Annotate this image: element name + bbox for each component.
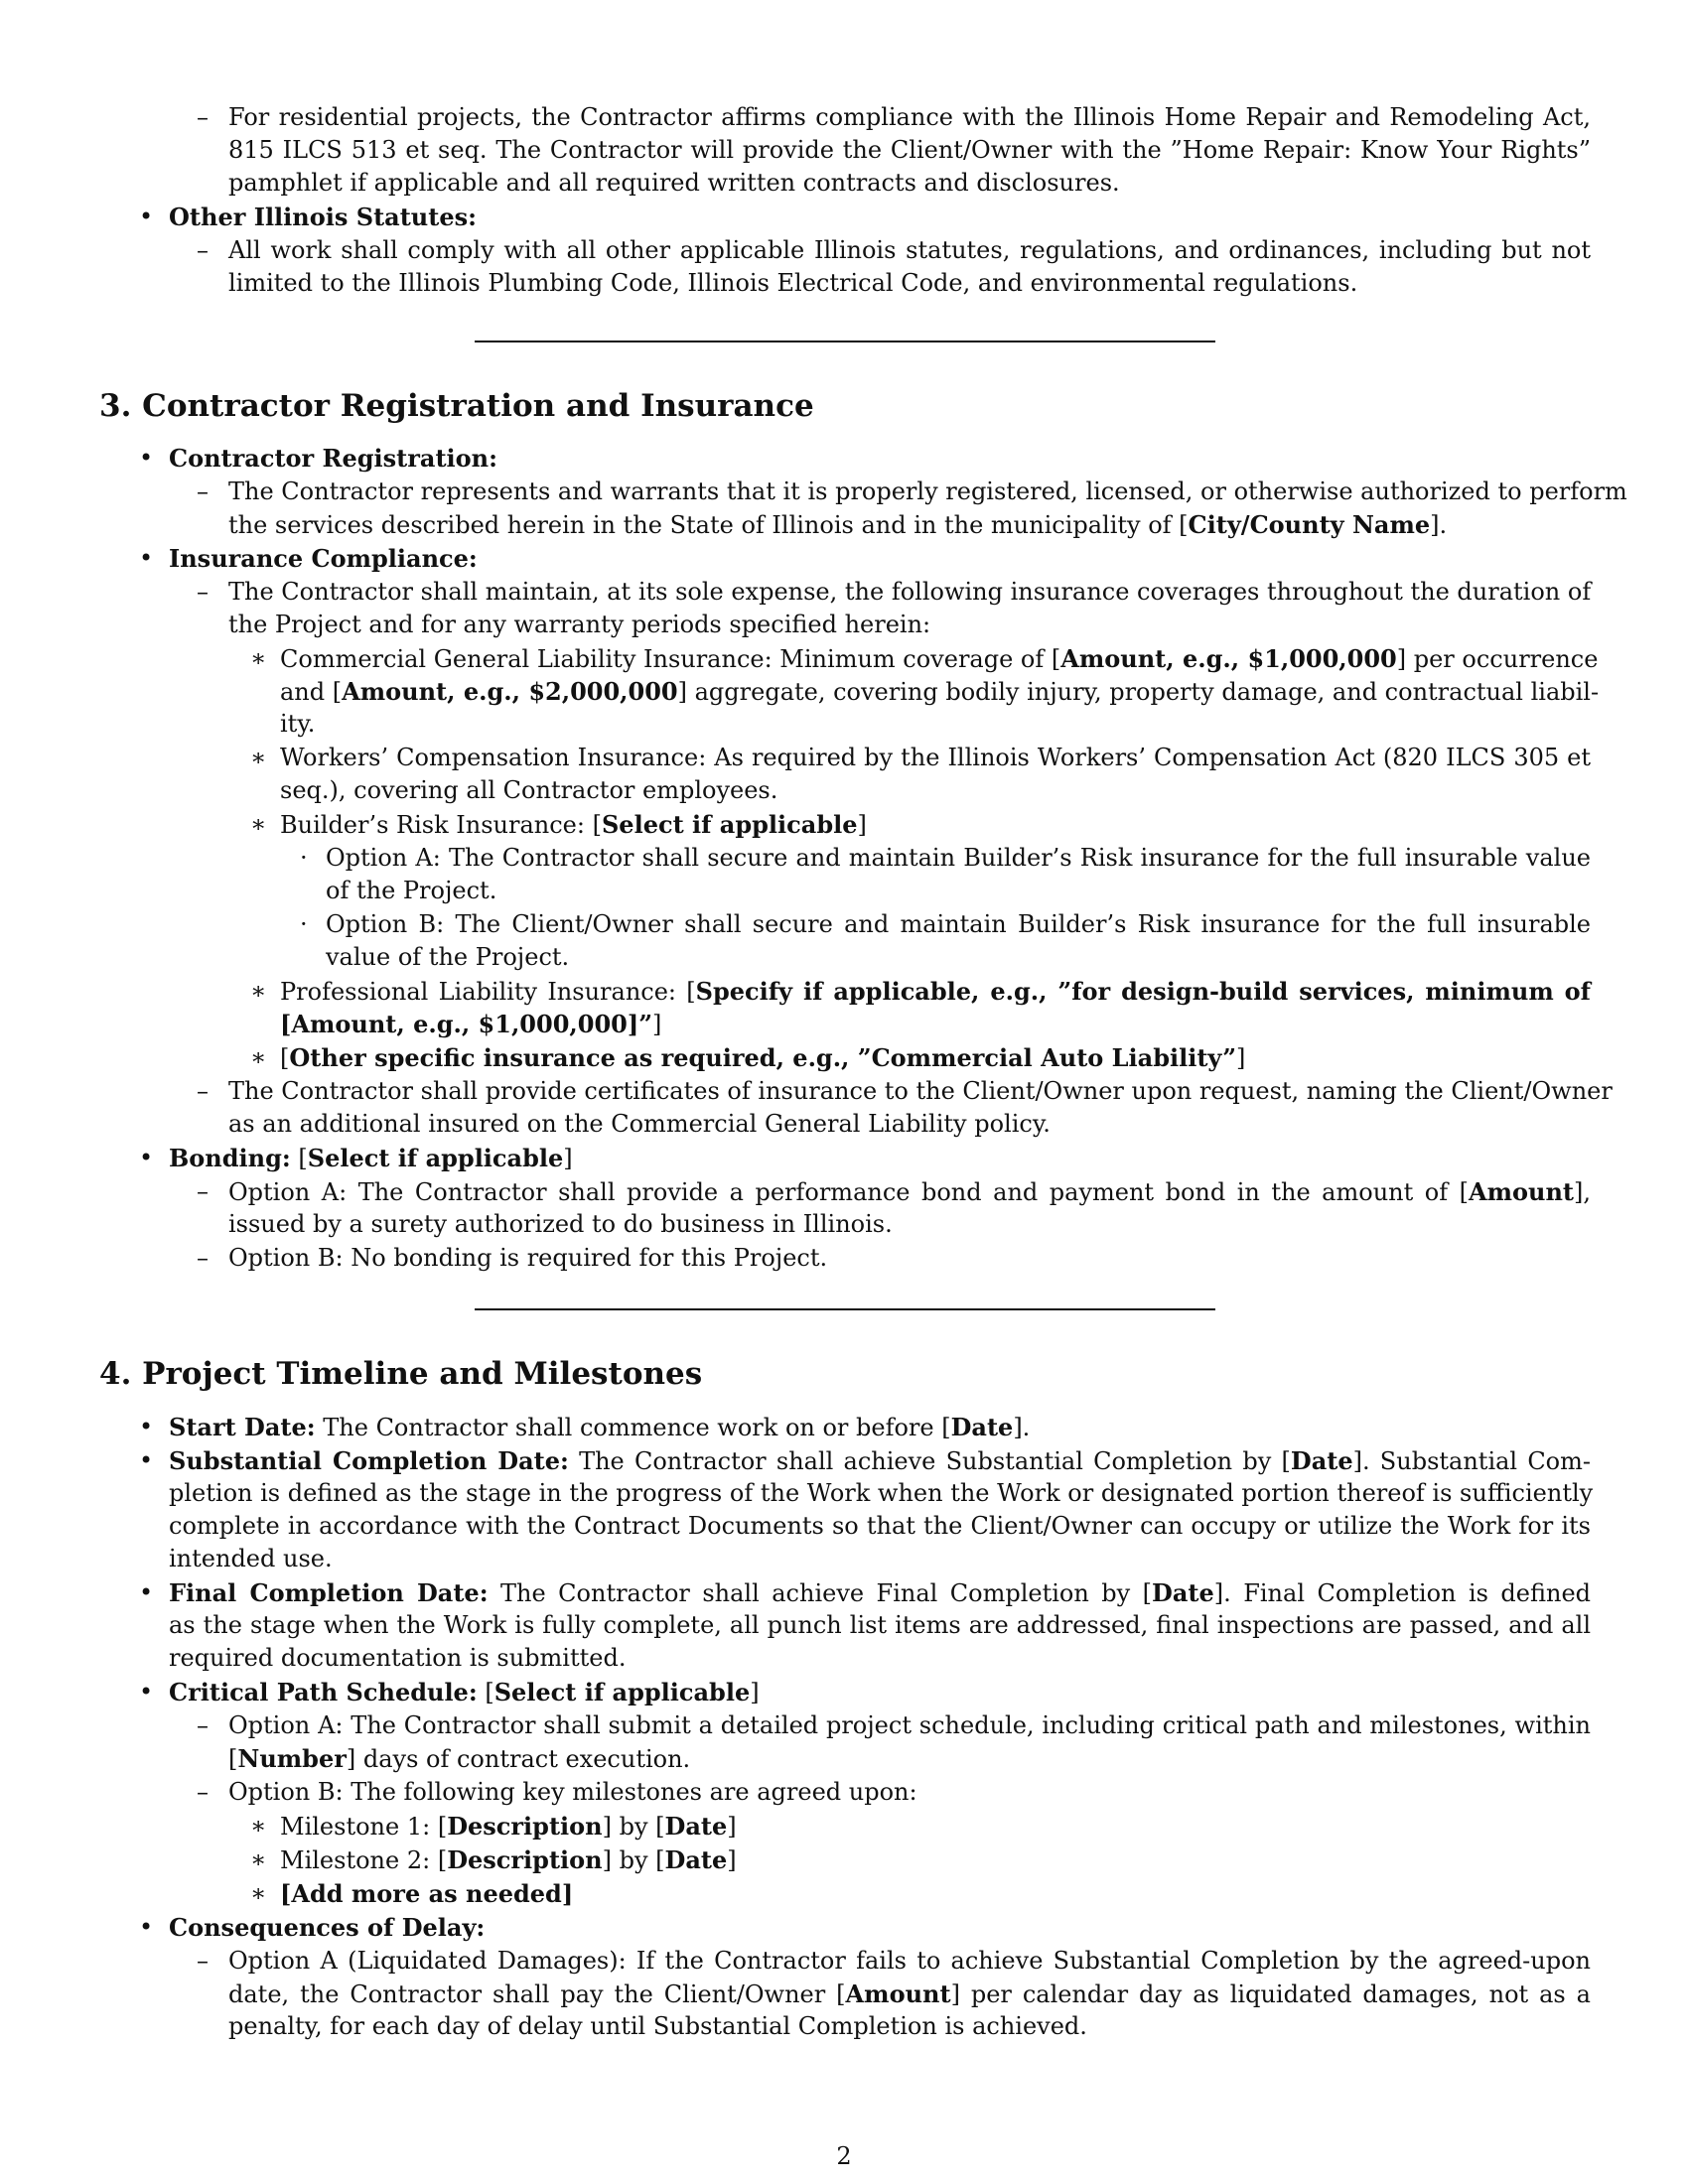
section-divider bbox=[475, 1308, 1215, 1310]
dash-marker: – bbox=[197, 478, 209, 505]
paragraph-line: Professional Liability Insurance: [Specify if applicable, e.g., ”for design-build services, minimum of bbox=[280, 977, 1591, 1006]
paragraph-line: [Number] days of contract execution. bbox=[228, 1744, 691, 1773]
paragraph-line: [Add more as needed] bbox=[280, 1879, 574, 1908]
paragraph-line: Option A: The Contractor shall secure and maintain Builder’s Risk insurance for the full insurable value bbox=[326, 844, 1591, 872]
section-heading: 3. Contractor Registration and Insurance bbox=[99, 388, 814, 424]
paragraph-line: pletion is defined as the stage in the progress of the Work when the Work or designated portion thereof is sufficiently bbox=[169, 1479, 1594, 1507]
dash-marker: – bbox=[197, 1947, 209, 1975]
star-marker: ∗ bbox=[250, 744, 267, 771]
paragraph-line: limited to the Illinois Plumbing Code, Illinois Electrical Code, and environmental regulations. bbox=[228, 269, 1358, 297]
bullet-marker: • bbox=[139, 1413, 154, 1440]
placeholder-field: Other specific insurance as required, e.g., ”Commercial Auto Liability” bbox=[289, 1043, 1237, 1072]
placeholder-field: Select if applicable bbox=[307, 1144, 564, 1172]
paragraph-line: Workers’ Compensation Insurance: As required by the Illinois Workers’ Compensation Act (820 ILCS 305 et bbox=[280, 744, 1591, 771]
paragraph-line: Option B: No bonding is required for this Project. bbox=[228, 1244, 828, 1272]
paragraph-line: the Project and for any warranty periods specified herein: bbox=[228, 611, 931, 638]
placeholder-field: Number bbox=[237, 1744, 347, 1773]
dot-marker: · bbox=[300, 844, 308, 872]
paragraph-line: Builder’s Risk Insurance: [Select if applicable] bbox=[280, 810, 867, 839]
paragraph-line: Option A: The Contractor shall provide a performance bond and payment bond in the amount of [Amount], bbox=[228, 1177, 1591, 1206]
paragraph-line: value of the Project. bbox=[326, 943, 570, 971]
dash-marker: – bbox=[197, 1244, 209, 1272]
list-item-heading: Other Illinois Statutes: bbox=[169, 203, 477, 231]
dash-marker: – bbox=[197, 1177, 209, 1205]
placeholder-field: Add more as needed bbox=[291, 1879, 562, 1908]
paragraph-line: All work shall comply with all other applicable Illinois statutes, regulations, and ordinances, including but not bbox=[228, 236, 1591, 264]
paragraph-line: Final Completion Date: The Contractor shall achieve Final Completion by [Date]. Final Completion is defined bbox=[169, 1578, 1592, 1607]
dash-marker: – bbox=[197, 1711, 209, 1739]
paragraph-line: Commercial General Liability Insurance: Minimum coverage of [Amount, e.g., $1,000,000] per occurrence bbox=[280, 644, 1599, 673]
paragraph-line: required documentation is submitted. bbox=[169, 1644, 627, 1672]
paragraph-line: penalty, for each day of delay until Substantial Completion is achieved. bbox=[228, 2012, 1087, 2040]
paragraph-line: Start Date: The Contractor shall commence work on or before [Date]. bbox=[169, 1413, 1031, 1441]
page-number: 2 bbox=[836, 2142, 852, 2170]
bullet-marker: • bbox=[139, 1144, 154, 1171]
bullet-marker: • bbox=[139, 1446, 154, 1474]
placeholder-field: Date bbox=[950, 1413, 1014, 1441]
paragraph-line: 815 ILCS 513 et seq. The Contractor will provide the Client/Owner with the ”Home Repair: Know Your Rights” bbox=[228, 136, 1591, 164]
bullet-marker: • bbox=[139, 1678, 154, 1706]
list-item-heading: Contractor Registration: bbox=[169, 444, 497, 473]
paragraph-line: of the Project. bbox=[326, 877, 497, 904]
paragraph-line: For residential projects, the Contractor affirms compliance with the Illinois Home Repair and Remodeling Act, bbox=[228, 103, 1591, 131]
bullet-marker: • bbox=[139, 1913, 154, 1941]
bullet-marker: • bbox=[139, 203, 154, 230]
dash-marker: – bbox=[197, 1778, 209, 1806]
paragraph-line: Option B: The following key milestones are agreed upon: bbox=[228, 1778, 917, 1806]
section-heading: 4. Project Timeline and Milestones bbox=[99, 1356, 703, 1392]
bullet-marker: • bbox=[139, 1578, 154, 1606]
paragraph-line: [Amount, e.g., $1,000,000]”] bbox=[280, 1010, 662, 1038]
placeholder-field: Date bbox=[664, 1812, 728, 1841]
paragraph-line: Milestone 2: [Description] by [Date] bbox=[280, 1845, 737, 1874]
placeholder-field: Amount, e.g., $1,000,000 bbox=[1060, 644, 1397, 673]
list-item-heading: Critical Path Schedule: [Select if applicable] bbox=[169, 1678, 760, 1706]
dash-marker: – bbox=[197, 236, 209, 264]
section-divider bbox=[475, 341, 1215, 342]
dash-marker: – bbox=[197, 103, 209, 131]
paragraph-line: date, the Contractor shall pay the Client/Owner [Amount] per calendar day as liquidated damages, not as a bbox=[228, 1979, 1591, 2008]
paragraph-line: and [Amount, e.g., $2,000,000] aggregate, covering bodily injury, property damage, and contractual liabil- bbox=[280, 677, 1600, 706]
list-item-heading: Insurance Compliance: bbox=[169, 544, 478, 573]
star-marker: ∗ bbox=[250, 1812, 267, 1840]
placeholder-field: City/County Name bbox=[1188, 510, 1431, 539]
paragraph-line: issued by a surety authorized to do business in Illinois. bbox=[228, 1210, 893, 1238]
paragraph-line: [Other specific insurance as required, e.g., ”Commercial Auto Liability”] bbox=[280, 1043, 1246, 1072]
placeholder-field: Select if applicable bbox=[601, 810, 858, 839]
placeholder-field: Select if applicable bbox=[493, 1678, 751, 1706]
paragraph-line: The Contractor shall provide certificates of insurance to the Client/Owner upon request, naming the Client/Owner bbox=[228, 1077, 1613, 1105]
bullet-marker: • bbox=[139, 444, 154, 472]
star-marker: ∗ bbox=[250, 1879, 267, 1907]
placeholder-field: Date bbox=[664, 1845, 728, 1874]
paragraph-line: Option A: The Contractor shall submit a detailed project schedule, including critical path and milestones, within bbox=[228, 1711, 1591, 1739]
star-marker: ∗ bbox=[250, 1043, 267, 1071]
placeholder-field: Amount, e.g., $1,000,000 bbox=[291, 1010, 628, 1038]
placeholder-field: Description bbox=[447, 1845, 603, 1874]
placeholder-field: Date bbox=[1152, 1578, 1214, 1607]
paragraph-line: the services described herein in the State of Illinois and in the municipality of [City/County Name]. bbox=[228, 510, 1448, 539]
paragraph-line: Option B: The Client/Owner shall secure and maintain Builder’s Risk insurance for the full insurable bbox=[326, 910, 1591, 938]
paragraph-line: The Contractor shall maintain, at its sole expense, the following insurance coverages throughout the duration of bbox=[228, 578, 1592, 606]
placeholder-field: Description bbox=[447, 1812, 603, 1841]
paragraph-line: Milestone 1: [Description] by [Date] bbox=[280, 1812, 737, 1841]
paragraph-line: intended use. bbox=[169, 1545, 333, 1572]
bullet-marker: • bbox=[139, 544, 154, 572]
list-item-heading: Bonding: [Select if applicable] bbox=[169, 1144, 573, 1172]
list-item-heading: Consequences of Delay: bbox=[169, 1913, 486, 1942]
dot-marker: · bbox=[300, 910, 308, 938]
paragraph-line: complete in accordance with the Contract Documents so that the Client/Owner can occupy or utilize the Work for its bbox=[169, 1512, 1591, 1540]
paragraph-line: Option A (Liquidated Damages): If the Contractor fails to achieve Substantial Completion by the agreed-upon bbox=[228, 1947, 1591, 1975]
paragraph-line: ity. bbox=[280, 710, 316, 738]
paragraph-line: pamphlet if applicable and all required written contracts and disclosures. bbox=[228, 169, 1120, 197]
star-marker: ∗ bbox=[250, 1845, 267, 1873]
placeholder-field: Amount bbox=[845, 1979, 951, 2008]
star-marker: ∗ bbox=[250, 810, 267, 838]
placeholder-field: Amount, e.g., $2,000,000 bbox=[342, 677, 678, 706]
paragraph-line: as an additional insured on the Commercial General Liability policy. bbox=[228, 1110, 1051, 1138]
paragraph-line: seq.), covering all Contractor employees. bbox=[280, 776, 778, 804]
paragraph-line: Substantial Completion Date: The Contractor shall achieve Substantial Completion by [Date]. Substantial Com- bbox=[169, 1446, 1591, 1475]
dash-marker: – bbox=[197, 578, 209, 606]
placeholder-field: Specify if applicable, e.g., ”for design-build services, minimum of bbox=[695, 977, 1591, 1006]
star-marker: ∗ bbox=[250, 977, 267, 1005]
paragraph-line: as the stage when the Work is fully complete, all punch list items are addressed, final inspections are passed, and all bbox=[169, 1611, 1591, 1639]
placeholder-field: Amount bbox=[1468, 1177, 1574, 1206]
paragraph-line: The Contractor represents and warrants that it is properly registered, licensed, or otherwise authorized to perform bbox=[228, 478, 1627, 505]
placeholder-field: Date bbox=[1290, 1446, 1353, 1475]
star-marker: ∗ bbox=[250, 644, 267, 672]
dash-marker: – bbox=[197, 1077, 209, 1105]
